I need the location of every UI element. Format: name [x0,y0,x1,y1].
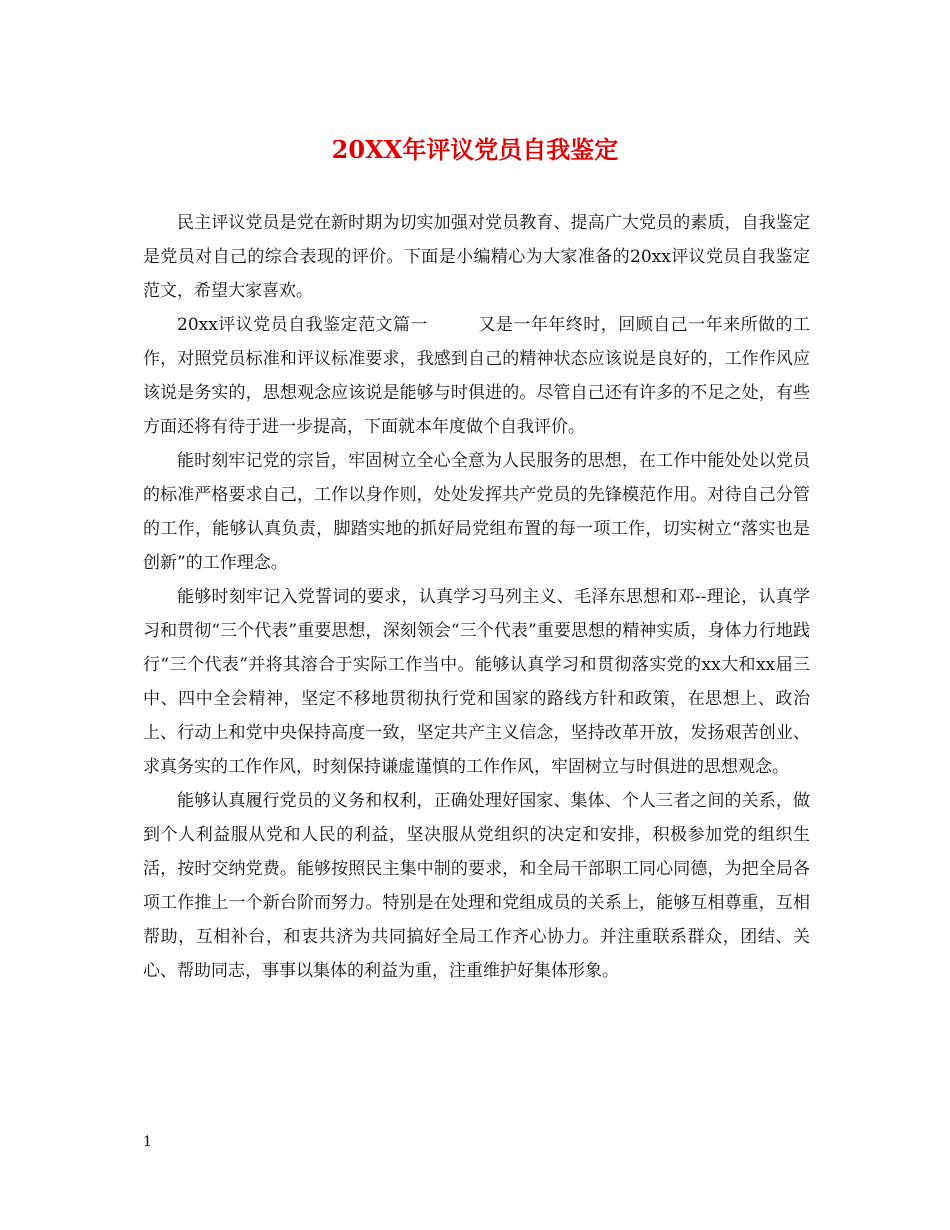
page-number: 1 [143,1134,152,1150]
document-title: 20XX年评议党员自我鉴定 [331,135,619,164]
section-heading: 20xx评议党员自我鉴定范文篇一 [177,315,428,335]
paragraph-duties: 能够认真履行党员的义务和权利，正确处理好国家、集体、个人三者之间的关系，做到个人利益服从党和人民的利益，坚决服从党组织的决定和安排，积极参加党的组织生活，按时交纳党费。能够按照民主集中制的要求，和全局干部职工同心同德，为把全局各项工作推上一个新台阶而努力。特别是在处理和党组成员的关系上，能够互相尊重，互相帮助，互相补台，和衷共济为共同搞好全局工作齐心协力。并注重联系群众，团结、关心、帮助同志，事事以集体的利益为重，注重维护好集体形象。 [143,791,810,981]
paragraph-section-one [143,308,810,444]
paragraph-purpose: 能时刻牢记党的宗旨，牢固树立全心全意为人民服务的思想，在工作中能处处以党员的标准严格要求自己，工作以身作则，处处发挥共产党员的先锋模范作用。对待自己分管的工作，能够认真负责，脚踏实地的抓好局党组布置的每一项工作，切实树立“落实也是创新”的工作理念。 [143,451,810,573]
paragraph-intro: 民主评议党员是党在新时期为切实加强对党员教育、提高广大党员的素质，自我鉴定是党员对自己的综合表现的评价。下面是小编精心为大家准备的20xx评议党员自我鉴定范文，希望大家喜欢。 [143,213,810,301]
document-body [143,206,810,988]
paragraph-theory-study: 能够时刻牢记入党誓词的要求，认真学习马列主义、毛泽东思想和邓--理论，认真学习和贯彻“三个代表”重要思想，深刻领会“三个代表”重要思想的精神实质，身体力行地践行“三个代表”并将其溶合于实际工作当中。能够认真学习和贯彻落实党的xx大和xx届三中、四中全会精神，坚定不移地贯彻执行党和国家的路线方针和政策，在思想上、政治上、行动上和党中央保持高度一致，坚定共产主义信念，坚持改革开放，发扬艰苦创业、求真务实的工作作风，时刻保持谦虚谨慎的工作作风，牢固树立与时俱进的思想观念。 [143,587,810,777]
section-text: 又是一年年终时，回顾自己一年来所做的工作，对照党员标准和评议标准要求，我感到自己的精神状态应该说是良好的，工作作风应该说是务实的，思想观念应该说是能够与时俱进的。尽管自己还有许多的不足之处，有些方面还将有待于进一步提高，下面就本年度做个自我评价。 [143,315,811,437]
